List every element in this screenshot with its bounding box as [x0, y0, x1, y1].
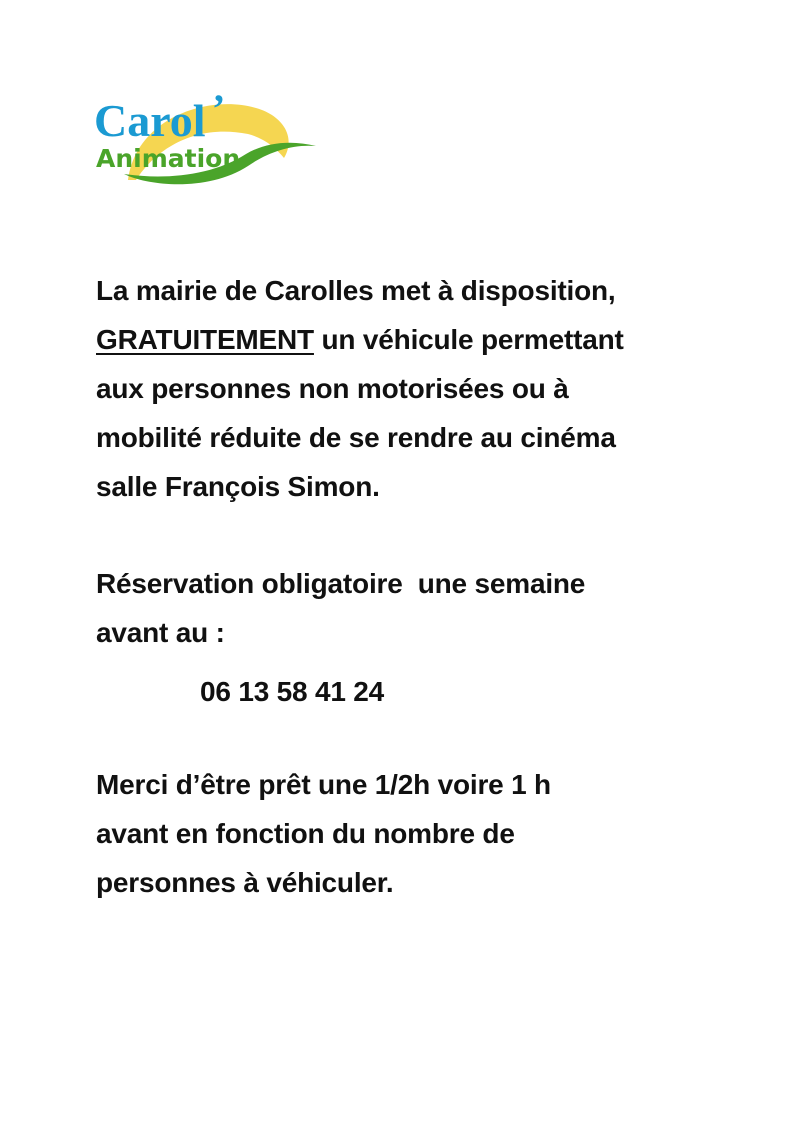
free-emphasis: GRATUITEMENT	[96, 324, 314, 355]
logo-graphic	[88, 88, 320, 192]
reservation-line-1: Réservation obligatoire une semaine	[96, 568, 586, 599]
notice-paragraph	[96, 760, 736, 907]
intro-line-3: aux personnes non motorisées ou à	[96, 373, 569, 404]
notice-line-2: avant en fonction du nombre de	[96, 818, 515, 849]
logo-text-carol: Carol	[94, 95, 206, 146]
intro-paragraph	[96, 266, 736, 511]
logo-text-animation: Animation	[96, 144, 241, 173]
phone-number-text: 06 13 58 41 24	[200, 676, 385, 707]
intro-line-4: mobilité réduite de se rendre au cinéma	[96, 422, 616, 453]
intro-line-1: La mairie de Carolles met à disposition,	[96, 275, 616, 306]
phone-number	[96, 667, 736, 716]
flyer-content	[96, 266, 736, 907]
logo-apostrophe: ’	[212, 88, 226, 131]
carol-animation-logo	[88, 88, 320, 192]
intro-line-5: salle François Simon.	[96, 471, 380, 502]
intro-line-2: un véhicule permettant	[313, 324, 624, 355]
notice-line-3: personnes à véhiculer.	[96, 867, 394, 898]
reservation-paragraph	[96, 559, 736, 657]
reservation-line-2: avant au :	[96, 617, 225, 648]
notice-line-1: Merci d’être prêt une 1/2h voire 1 h	[96, 769, 551, 800]
